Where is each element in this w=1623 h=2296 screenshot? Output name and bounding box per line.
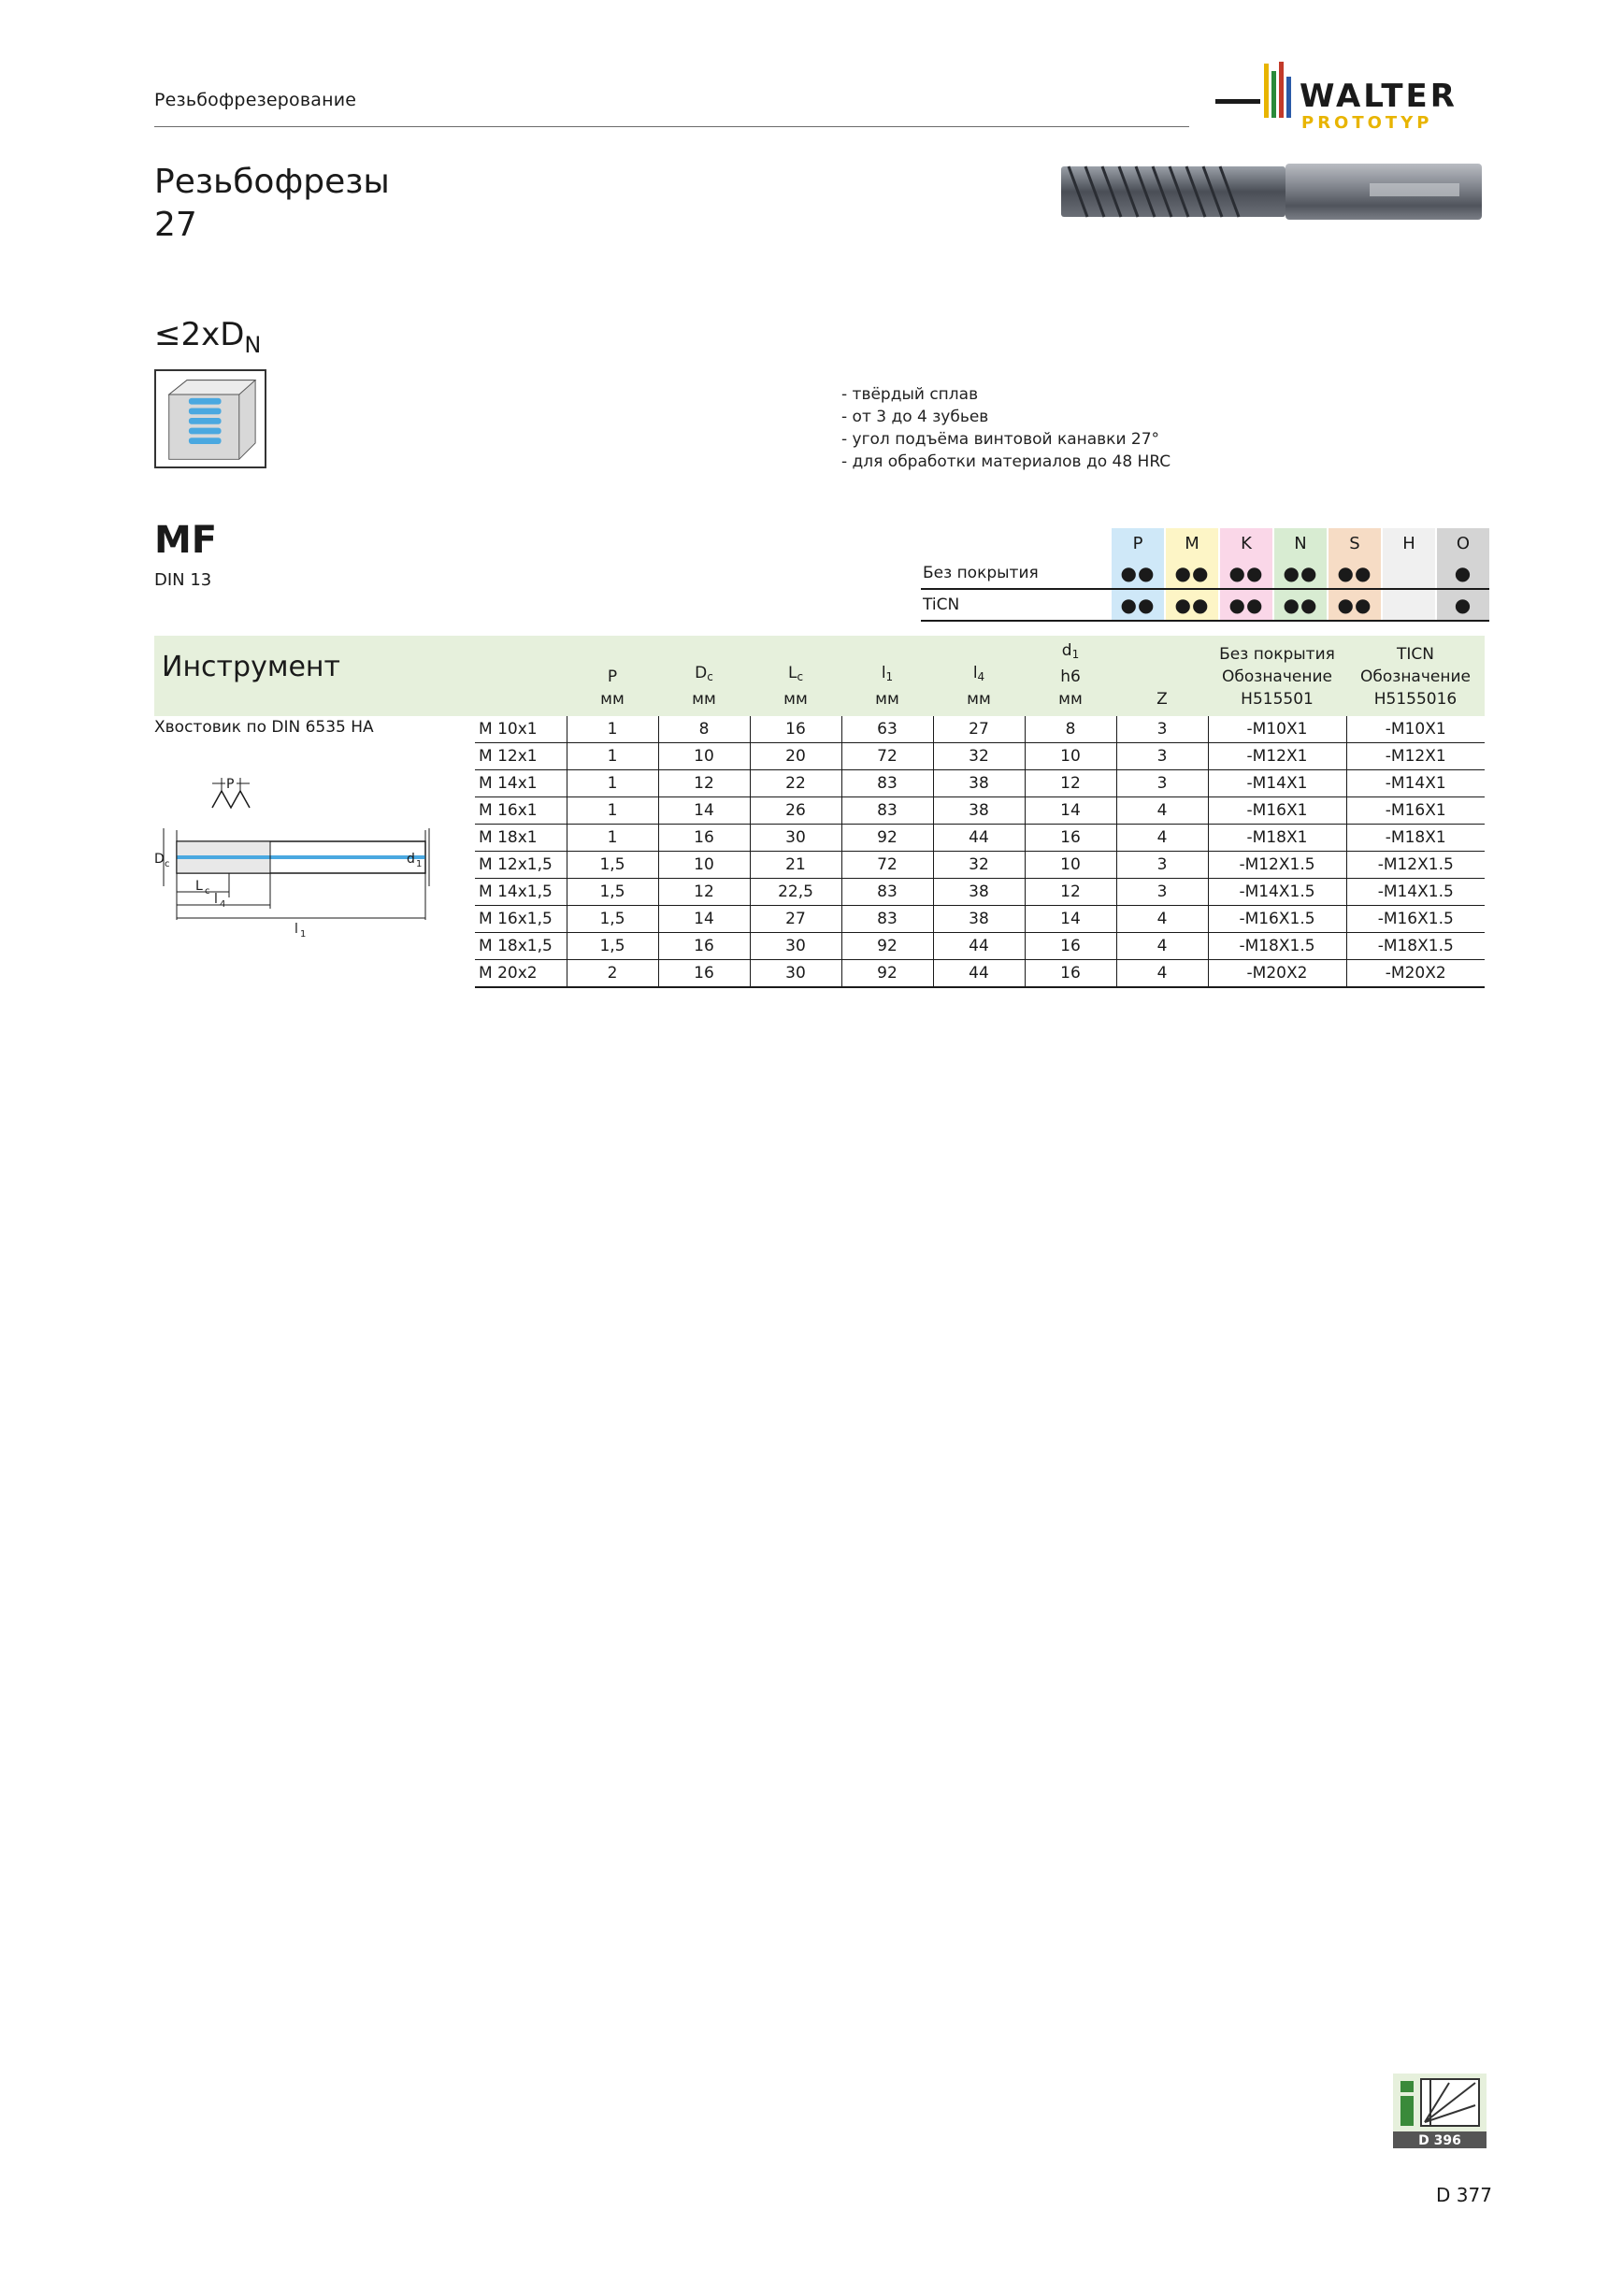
cell-ticn: -M18X1 bbox=[1346, 825, 1485, 852]
svg-text:D: D bbox=[154, 852, 165, 867]
cell-ticn: -M14X1 bbox=[1346, 770, 1485, 797]
cell-z: 3 bbox=[1116, 879, 1208, 906]
cell-p: 1,5 bbox=[567, 906, 658, 933]
feature-item: - угол подъёма винтовой канавки 27° bbox=[841, 430, 1160, 449]
logo-brand: WALTER bbox=[1300, 78, 1458, 115]
info-reference-icon bbox=[1393, 2074, 1487, 2148]
cell-uncoated: -M18X1.5 bbox=[1208, 933, 1346, 960]
svg-text:c: c bbox=[205, 886, 210, 897]
cell-uncoated: -M10X1 bbox=[1208, 716, 1346, 743]
cell-ticn: -M16X1.5 bbox=[1346, 906, 1485, 933]
cell-uncoated: -M20X2 bbox=[1208, 960, 1346, 988]
cell-d1: 12 bbox=[1025, 879, 1116, 906]
suitability-mark: ●● bbox=[1111, 558, 1165, 589]
depth-label: $\le 2xD_N$ bbox=[154, 316, 262, 358]
cell-l4: 44 bbox=[933, 933, 1025, 960]
standard: DIN 13 bbox=[154, 570, 212, 590]
cell-l1: 83 bbox=[841, 906, 933, 933]
cell-lc: 26 bbox=[750, 797, 841, 825]
material-h: H bbox=[1382, 528, 1436, 558]
material-header-row bbox=[921, 528, 1489, 558]
thread-mill-photo bbox=[1061, 159, 1487, 224]
cell-p: 1,5 bbox=[567, 852, 658, 879]
material-o: O bbox=[1436, 528, 1489, 558]
cell-uncoated: -M14X1 bbox=[1208, 770, 1346, 797]
table-header-row bbox=[154, 636, 1485, 716]
cell-l1: 92 bbox=[841, 960, 933, 988]
cell-l1: 72 bbox=[841, 743, 933, 770]
cell-ticn: -M18X1.5 bbox=[1346, 933, 1485, 960]
cell-dc: 14 bbox=[658, 906, 750, 933]
col-header-ticn: TICN Обозначение H5155016 bbox=[1346, 636, 1485, 716]
cell-z: 4 bbox=[1116, 906, 1208, 933]
coating-row-ticn bbox=[921, 589, 1489, 621]
cell-p: 2 bbox=[567, 960, 658, 988]
cell-lc: 22,5 bbox=[750, 879, 841, 906]
cell-dc: 8 bbox=[658, 716, 750, 743]
cell-ticn: -M12X1.5 bbox=[1346, 852, 1485, 879]
cell-p: 1 bbox=[567, 716, 658, 743]
cell-l4: 44 bbox=[933, 960, 1025, 988]
suitability-mark: ●● bbox=[1273, 589, 1328, 621]
shank-type: Хвостовик по DIN 6535 HA bbox=[154, 718, 374, 737]
cell-ticn: -M16X1 bbox=[1346, 797, 1485, 825]
cell-dc: 16 bbox=[658, 933, 750, 960]
cell-p: 1 bbox=[567, 825, 658, 852]
thread-type: MF bbox=[154, 519, 218, 562]
walter-prototyp-logo bbox=[1215, 58, 1496, 133]
cell-l1: 92 bbox=[841, 933, 933, 960]
cell-l4: 38 bbox=[933, 797, 1025, 825]
cell-z: 4 bbox=[1116, 933, 1208, 960]
cell-uncoated: -M12X1.5 bbox=[1208, 852, 1346, 879]
cell-dc: 16 bbox=[658, 825, 750, 852]
cell-l1: 83 bbox=[841, 879, 933, 906]
cell-l1: 83 bbox=[841, 797, 933, 825]
cell-d1: 14 bbox=[1025, 797, 1116, 825]
thread-size: M 18x1 bbox=[475, 825, 567, 852]
suitability-mark: ● bbox=[1436, 558, 1489, 589]
col-header-dc: $D_c$ мм bbox=[658, 636, 750, 716]
suitability-mark: ●● bbox=[1219, 558, 1273, 589]
cell-dc: 10 bbox=[658, 743, 750, 770]
cell-l4: 38 bbox=[933, 770, 1025, 797]
cell-ticn: -M12X1 bbox=[1346, 743, 1485, 770]
cell-z: 4 bbox=[1116, 825, 1208, 852]
col-header-l1: $l_1$ мм bbox=[841, 636, 933, 716]
page-number: D 377 bbox=[1436, 2184, 1492, 2206]
cell-ticn: -M20X2 bbox=[1346, 960, 1485, 988]
tool-header: Инструмент bbox=[154, 636, 475, 716]
cell-ticn: -M10X1 bbox=[1346, 716, 1485, 743]
svg-text:l: l bbox=[214, 892, 218, 907]
cell-l4: 32 bbox=[933, 852, 1025, 879]
cell-p: 1 bbox=[567, 797, 658, 825]
cell-lc: 30 bbox=[750, 825, 841, 852]
thread-size: M 16x1 bbox=[475, 797, 567, 825]
cell-z: 3 bbox=[1116, 743, 1208, 770]
cell-d1: 16 bbox=[1025, 825, 1116, 852]
cell-dc: 10 bbox=[658, 852, 750, 879]
cell-z: 4 bbox=[1116, 960, 1208, 988]
cell-d1: 10 bbox=[1025, 852, 1116, 879]
material-grid bbox=[921, 528, 1489, 622]
svg-text:1: 1 bbox=[416, 859, 423, 869]
material-n: N bbox=[1273, 528, 1328, 558]
suitability-mark: ●● bbox=[1165, 589, 1219, 621]
suitability-mark: ●● bbox=[1219, 589, 1273, 621]
title-line-1: Резьбофрезы bbox=[154, 163, 390, 201]
svg-text:l: l bbox=[294, 922, 298, 937]
col-header-z: Z bbox=[1116, 636, 1208, 716]
cell-l4: 44 bbox=[933, 825, 1025, 852]
cell-l1: 63 bbox=[841, 716, 933, 743]
cell-d1: 16 bbox=[1025, 933, 1116, 960]
tool-diagram-cell bbox=[154, 716, 475, 987]
cell-l4: 32 bbox=[933, 743, 1025, 770]
cell-z: 3 bbox=[1116, 770, 1208, 797]
thread-size: M 20x2 bbox=[475, 960, 567, 988]
thread-size: M 12x1,5 bbox=[475, 852, 567, 879]
thread-size: M 12x1 bbox=[475, 743, 567, 770]
cell-p: 1 bbox=[567, 743, 658, 770]
cell-z: 3 bbox=[1116, 852, 1208, 879]
svg-text:P: P bbox=[226, 777, 235, 792]
cell-dc: 16 bbox=[658, 960, 750, 988]
table-row bbox=[154, 716, 1485, 743]
cell-l4: 27 bbox=[933, 716, 1025, 743]
cell-l1: 83 bbox=[841, 770, 933, 797]
cell-uncoated: -M14X1.5 bbox=[1208, 879, 1346, 906]
cell-d1: 16 bbox=[1025, 960, 1116, 988]
cell-ticn: -M14X1.5 bbox=[1346, 879, 1485, 906]
suitability-mark: ●● bbox=[1273, 558, 1328, 589]
page-title bbox=[154, 161, 390, 247]
svg-text:L: L bbox=[195, 879, 203, 894]
svg-text:c: c bbox=[165, 859, 170, 869]
cell-dc: 14 bbox=[658, 797, 750, 825]
section-title: Резьбофрезерование bbox=[154, 90, 357, 110]
cell-p: 1,5 bbox=[567, 933, 658, 960]
col-header-p: P мм bbox=[567, 636, 658, 716]
suitability-mark: ●● bbox=[1165, 558, 1219, 589]
cell-d1: 10 bbox=[1025, 743, 1116, 770]
thread-hole-icon bbox=[154, 369, 266, 468]
feature-list bbox=[841, 383, 1171, 473]
cell-d1: 14 bbox=[1025, 906, 1116, 933]
cell-lc: 20 bbox=[750, 743, 841, 770]
feature-item: - твёрдый сплав bbox=[841, 385, 979, 404]
reference-page: D 396 bbox=[1418, 2133, 1461, 2148]
header-divider bbox=[154, 126, 1189, 127]
material-k: K bbox=[1219, 528, 1273, 558]
cell-dc: 12 bbox=[658, 770, 750, 797]
svg-text:1: 1 bbox=[300, 929, 307, 940]
feature-item: - от 3 до 4 зубьев bbox=[841, 408, 989, 426]
cell-lc: 30 bbox=[750, 960, 841, 988]
cell-lc: 16 bbox=[750, 716, 841, 743]
cell-lc: 22 bbox=[750, 770, 841, 797]
cell-lc: 30 bbox=[750, 933, 841, 960]
cell-uncoated: -M18X1 bbox=[1208, 825, 1346, 852]
cell-p: 1,5 bbox=[567, 879, 658, 906]
col-header-l4: $l_4$ мм bbox=[933, 636, 1025, 716]
cell-l4: 38 bbox=[933, 906, 1025, 933]
thread-size: M 14x1 bbox=[475, 770, 567, 797]
material-m: M bbox=[1165, 528, 1219, 558]
cell-l4: 38 bbox=[933, 879, 1025, 906]
feature-item: - для обработки материалов до 48 HRC bbox=[841, 452, 1171, 471]
thread-size: M 18x1,5 bbox=[475, 933, 567, 960]
cell-lc: 21 bbox=[750, 852, 841, 879]
coating-row-uncoated bbox=[921, 558, 1489, 589]
thread-size: M 16x1,5 bbox=[475, 906, 567, 933]
col-header-d1: $d_1$ h6 мм bbox=[1025, 636, 1116, 716]
product-table bbox=[154, 636, 1485, 988]
cell-l1: 92 bbox=[841, 825, 933, 852]
suitability-mark: ● bbox=[1436, 589, 1489, 621]
col-header-lc: $L_c$ мм bbox=[750, 636, 841, 716]
suitability-mark: ●● bbox=[1328, 558, 1382, 589]
cell-uncoated: -M12X1 bbox=[1208, 743, 1346, 770]
suitability-mark bbox=[1382, 589, 1436, 621]
coating-label: Без покрытия bbox=[921, 558, 1111, 589]
cell-uncoated: -M16X1 bbox=[1208, 797, 1346, 825]
svg-text:d: d bbox=[407, 852, 415, 867]
suitability-mark: ●● bbox=[1111, 589, 1165, 621]
thread-size: M 14x1,5 bbox=[475, 879, 567, 906]
cell-z: 4 bbox=[1116, 797, 1208, 825]
cell-uncoated: -M16X1.5 bbox=[1208, 906, 1346, 933]
material-p: P bbox=[1111, 528, 1165, 558]
cell-p: 1 bbox=[567, 770, 658, 797]
tool-dimension-diagram bbox=[154, 750, 435, 955]
material-s: S bbox=[1328, 528, 1382, 558]
cell-d1: 8 bbox=[1025, 716, 1116, 743]
suitability-mark: ●● bbox=[1328, 589, 1382, 621]
svg-text:4: 4 bbox=[220, 899, 226, 910]
cell-dc: 12 bbox=[658, 879, 750, 906]
cell-d1: 12 bbox=[1025, 770, 1116, 797]
cell-lc: 27 bbox=[750, 906, 841, 933]
logo-sub-brand: PROTOTYP bbox=[1301, 113, 1433, 133]
thread-size: M 10x1 bbox=[475, 716, 567, 743]
coating-label: TiCN bbox=[921, 589, 1111, 621]
col-header-uncoated: Без покрытия Обозначение H515501 bbox=[1208, 636, 1346, 716]
title-line-2: 27 bbox=[154, 206, 197, 244]
suitability-mark bbox=[1382, 558, 1436, 589]
cell-z: 3 bbox=[1116, 716, 1208, 743]
cell-l1: 72 bbox=[841, 852, 933, 879]
